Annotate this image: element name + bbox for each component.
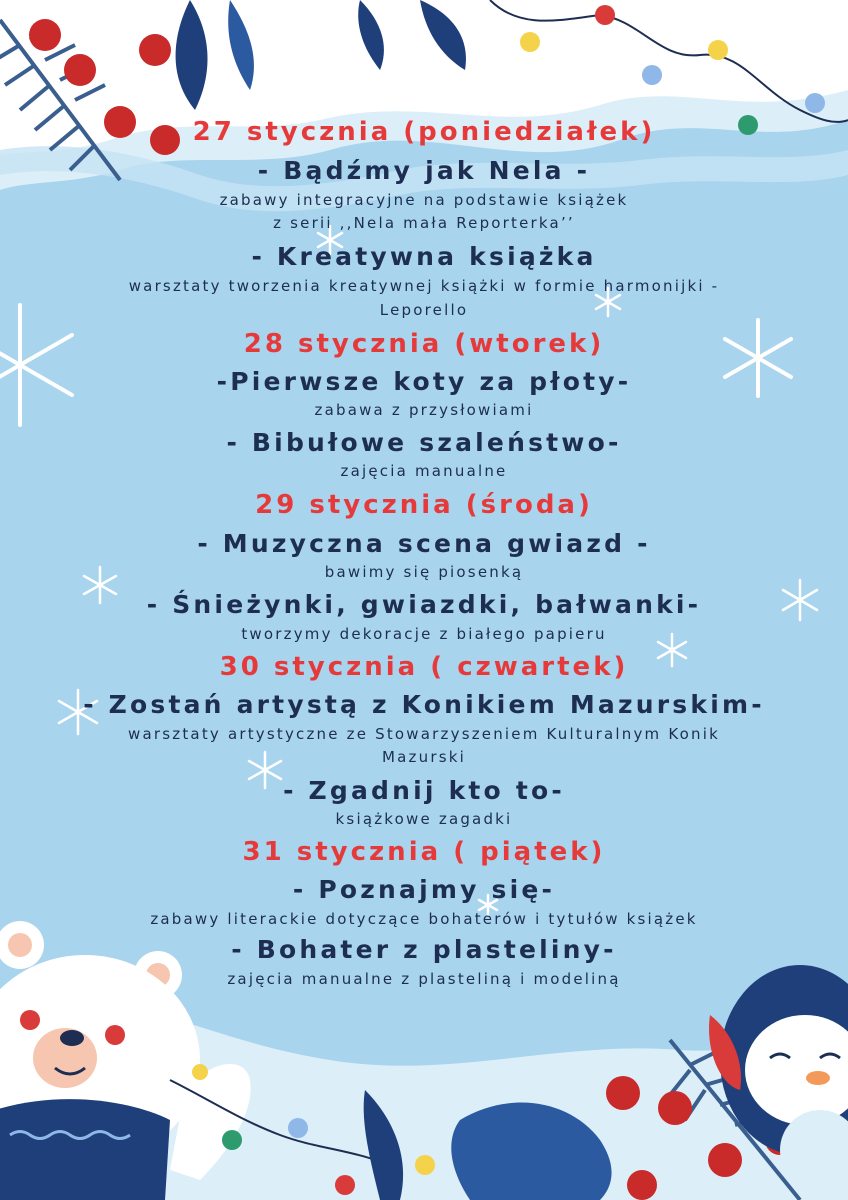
day-date: 27 stycznia (poniedziałek) [192, 117, 656, 147]
event-description: Mazurski [382, 748, 466, 766]
event-title: - Bądźmy jak Nela - [257, 156, 591, 185]
event-description: bawimy się piosenką [324, 563, 524, 581]
event-title: - Śnieżynki, gwiazdki, bałwanki- [146, 590, 702, 619]
day-date: 28 stycznia (wtorek) [243, 329, 605, 359]
event-title: - Muzyczna scena gwiazd - [197, 529, 651, 558]
event-description: zabawa z przysłowiami [314, 401, 534, 419]
event-description: książkowe zagadki [335, 810, 513, 828]
event-description: zajęcia manualne z plasteliną i modeliną [227, 970, 621, 988]
event-description: warsztaty artystyczne ze Stowarzyszeniem Kulturalnym Konik [128, 725, 720, 743]
event-title: -Pierwsze koty za płoty- [216, 367, 632, 396]
event-description: Leporello [379, 301, 469, 319]
event-title: - Bibułowe szaleństwo- [226, 428, 622, 457]
event-title: - Kreatywna książka [251, 242, 597, 271]
event-description: zajęcia manualne [340, 462, 508, 480]
day-date: 31 stycznia ( piątek) [242, 837, 606, 867]
event-description: zabawy integracyjne na podstawie książek [219, 191, 629, 209]
event-title: - Bohater z plasteliny- [231, 935, 617, 964]
event-title: - Zostań artystą z Konikiem Mazurskim- [83, 690, 765, 719]
event-description: z serii ,,Nela mała Reporterka’’ [273, 214, 575, 232]
event-description: warsztaty tworzenia kreatywnej książki w formie harmonijki - [128, 277, 720, 295]
day-date: 29 stycznia (środa) [255, 490, 593, 520]
day-date: 30 stycznia ( czwartek) [219, 652, 629, 682]
event-description: tworzymy dekoracje z białego papieru [241, 625, 607, 643]
event-title: - Poznajmy się- [292, 875, 556, 904]
event-description: zabawy literackie dotyczące bohaterów i tytułów książek [150, 910, 698, 928]
event-title: - Zgadnij kto to- [283, 776, 565, 805]
